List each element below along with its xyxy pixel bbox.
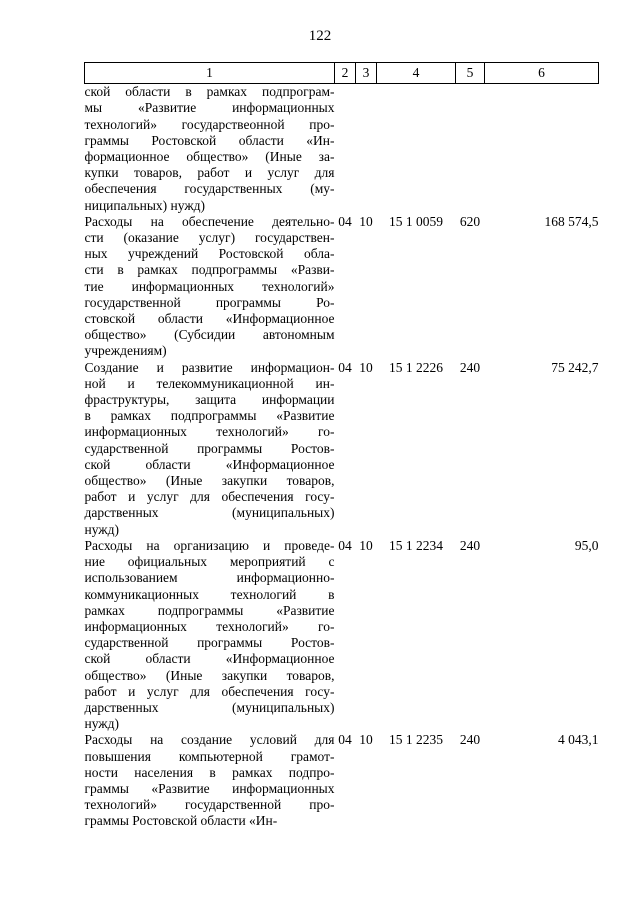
table-row (85, 214, 599, 360)
column-header: 5 (456, 63, 485, 84)
description-line: сти (оказание услуг) государствен- (84, 230, 335, 246)
subsection-code: 10 (359, 537, 373, 553)
description-line: сти в рамках подпрограммы «Разви- (84, 262, 335, 278)
description-line: работ и услуг для обеспечения госу- (84, 683, 335, 699)
subsection-code: 10 (359, 213, 373, 229)
description-line: сударственной программы Ростов- (84, 635, 335, 651)
description-line: повышения компьютерной грамот- (84, 748, 335, 764)
description-line: граммы Ростовской области «Ин- (84, 813, 278, 829)
expense-type-code (456, 84, 485, 214)
description-line: граммы Ростовской области «Ин- (84, 132, 335, 148)
target-article-code (377, 84, 456, 214)
description-line: государственной программы Ро- (84, 294, 335, 310)
description-line: Создание и развитие информацион- (84, 359, 335, 375)
column-header: 4 (377, 63, 456, 84)
section-code: 04 (338, 213, 352, 229)
expense-description (85, 360, 335, 538)
description-line: ской области «Информационное (84, 651, 335, 667)
description-line: ных учреждений Ростовской обла- (84, 246, 335, 262)
column-header: 6 (485, 63, 599, 84)
subsection-code: 10 (359, 359, 373, 375)
section-code: 04 (338, 537, 352, 553)
description-line: граммы «Развитие информационных (84, 780, 335, 796)
subsection-code (356, 84, 377, 214)
expense-type-code: 240 (459, 537, 481, 553)
target-article-code: 15 1 2235 (389, 732, 443, 748)
description-line: общество» (Субсидии автономным (84, 327, 335, 343)
expense-type-code: 240 (459, 732, 481, 748)
expense-description (85, 214, 335, 360)
description-line: дарственных (муниципальных) (84, 699, 335, 715)
description-line: в рамках подпрограммы «Развитие (84, 408, 335, 424)
description-line: технологий» государствеонной про- (84, 116, 335, 132)
description-line: коммуникационных технологий в (84, 586, 335, 602)
description-line: ской области «Информационное (84, 456, 335, 472)
description-line: учреждениям) (84, 343, 167, 359)
description-line: ной и телекоммуникационной ин- (84, 375, 335, 391)
amount-value: 168 574,5 (544, 213, 599, 229)
description-line: общество» (Иные закупки товаров, (84, 667, 335, 683)
table-row (85, 732, 599, 829)
description-line: формационное общество» (Иные за- (84, 149, 335, 165)
table-row (85, 360, 599, 538)
description-line: сударственной программы Ростов- (84, 440, 335, 456)
page-number: 122 (308, 28, 332, 44)
description-line: нужд) (84, 521, 119, 537)
amount-value: 75 242,7 (551, 359, 599, 375)
expense-description (85, 538, 335, 732)
description-line: Расходы на создание условий для (84, 732, 335, 748)
description-line: рамках подпрограммы «Развитие (84, 602, 335, 618)
description-line: ности населения в рамках подпро- (84, 764, 335, 780)
description-line: информационных технологий» го- (84, 618, 335, 634)
budget-table (84, 62, 599, 830)
target-article-code: 15 1 2234 (389, 537, 443, 553)
description-line: информационных технологий» го- (84, 424, 335, 440)
expense-type-code: 240 (459, 359, 481, 375)
description-line: обеспечения государственных (му- (84, 181, 335, 197)
section-code: 04 (338, 732, 352, 748)
description-line: ние официальных мероприятий с (84, 554, 335, 570)
amount-value (485, 84, 599, 214)
amount-value: 4 043,1 (558, 732, 599, 748)
description-line: стовской области «Информационное (84, 311, 335, 327)
description-line: технологий» государственной про- (84, 797, 335, 813)
column-header: 2 (335, 63, 356, 84)
column-header: 1 (85, 63, 335, 84)
description-line: ской области в рамках подпрограм- (84, 84, 335, 100)
description-line: мы «Развитие информационных (84, 100, 335, 116)
description-line: нужд) (84, 716, 119, 732)
table-row (85, 538, 599, 732)
description-line: использованием информационно- (84, 570, 335, 586)
expense-type-code: 620 (459, 213, 481, 229)
description-line: дарственных (муниципальных) (84, 505, 335, 521)
description-line: общество» (Иные закупки товаров, (84, 473, 335, 489)
description-line: Расходы на организацию и проведе- (84, 537, 335, 553)
table-row (85, 84, 599, 214)
amount-value: 95,0 (574, 537, 599, 553)
description-line: Расходы на обеспечение деятельно- (84, 213, 335, 229)
subsection-code: 10 (359, 732, 373, 748)
description-line: тие информационных технологий» (84, 278, 335, 294)
description-line: ниципальных) нужд) (84, 197, 206, 213)
target-article-code: 15 1 2226 (389, 359, 443, 375)
section-code: 04 (338, 359, 352, 375)
expense-description (85, 732, 335, 829)
description-line: работ и услуг для обеспечения госу- (84, 489, 335, 505)
description-line: фраструктуры, защита информации (84, 392, 335, 408)
expense-description (85, 84, 335, 214)
description-line: купки товаров, работ и услуг для (84, 165, 335, 181)
table-header-row (85, 63, 599, 84)
column-header: 3 (356, 63, 377, 84)
target-article-code: 15 1 0059 (389, 213, 443, 229)
section-code (335, 84, 356, 214)
